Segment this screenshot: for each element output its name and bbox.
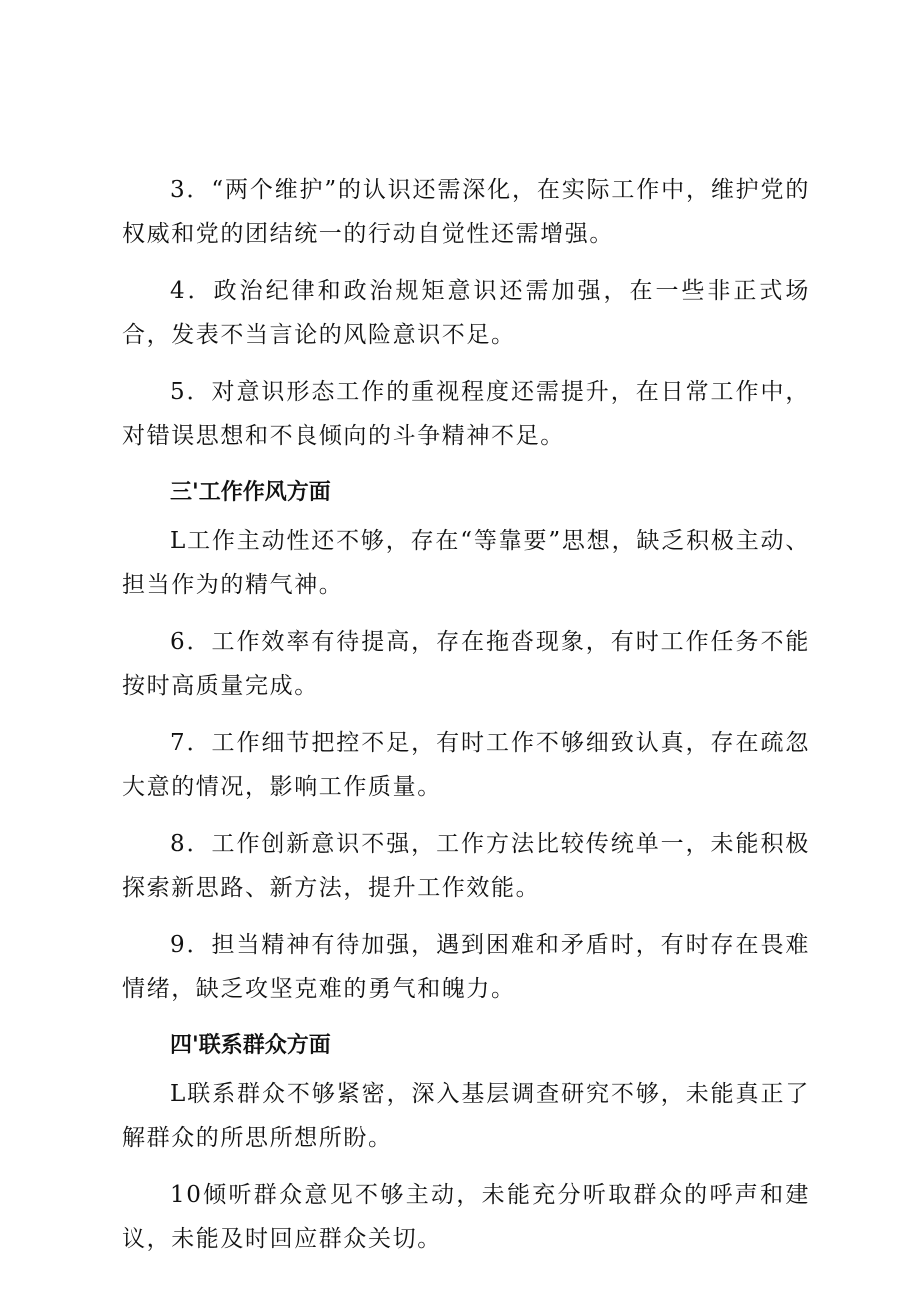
paragraph-item-l-contact: L联系群众不够紧密，深入基层调查研究不够，未能真正了解群众的所思所想所盼。 (122, 1081, 810, 1151)
section-heading-mass-contact: 四'联系群众方面 (170, 1033, 331, 1058)
paragraph-item-3: 3．“两个维护”的认识还需深化，在实际工作中，维护党的权威和党的团结统一的行动自觉性还需增强。 (122, 177, 810, 247)
paragraph-item-6: 6．工作效率有待提高，存在拖沓现象，有时工作任务不能按时高质量完成。 (122, 629, 810, 699)
paragraph-item-9: 9．担当精神有待加强，遇到困难和矛盾时，有时存在畏难情绪，缺乏攻坚克难的勇气和魄力。 (122, 932, 810, 1002)
document-body (122, 168, 810, 1274)
section-heading-work-style: 三'工作作风方面 (170, 480, 331, 505)
paragraph-item-8: 8．工作创新意识不强，工作方法比较传统单一，未能积极探索新思路、新方法，提升工作效能。 (122, 831, 810, 901)
paragraph-item-l-initiative: L工作主动性还不够，存在“等靠要”思想，缺乏积极主动、担当作为的精气神。 (122, 528, 810, 598)
paragraph-item-10: 10倾听群众意见不够主动，未能充分听取群众的呼声和建议，未能及时回应群众关切。 (122, 1182, 810, 1252)
paragraph-item-5: 5．对意识形态工作的重视程度还需提升，在日常工作中，对错误思想和不良倾向的斗争精神不足。 (122, 379, 810, 449)
paragraph-item-7: 7．工作细节把控不足，有时工作不够细致认真，存在疏忽大意的情况，影响工作质量。 (122, 730, 810, 800)
paragraph-item-4: 4．政治纪律和政治规矩意识还需加强，在一些非正式场合，发表不当言论的风险意识不足。 (122, 278, 810, 348)
